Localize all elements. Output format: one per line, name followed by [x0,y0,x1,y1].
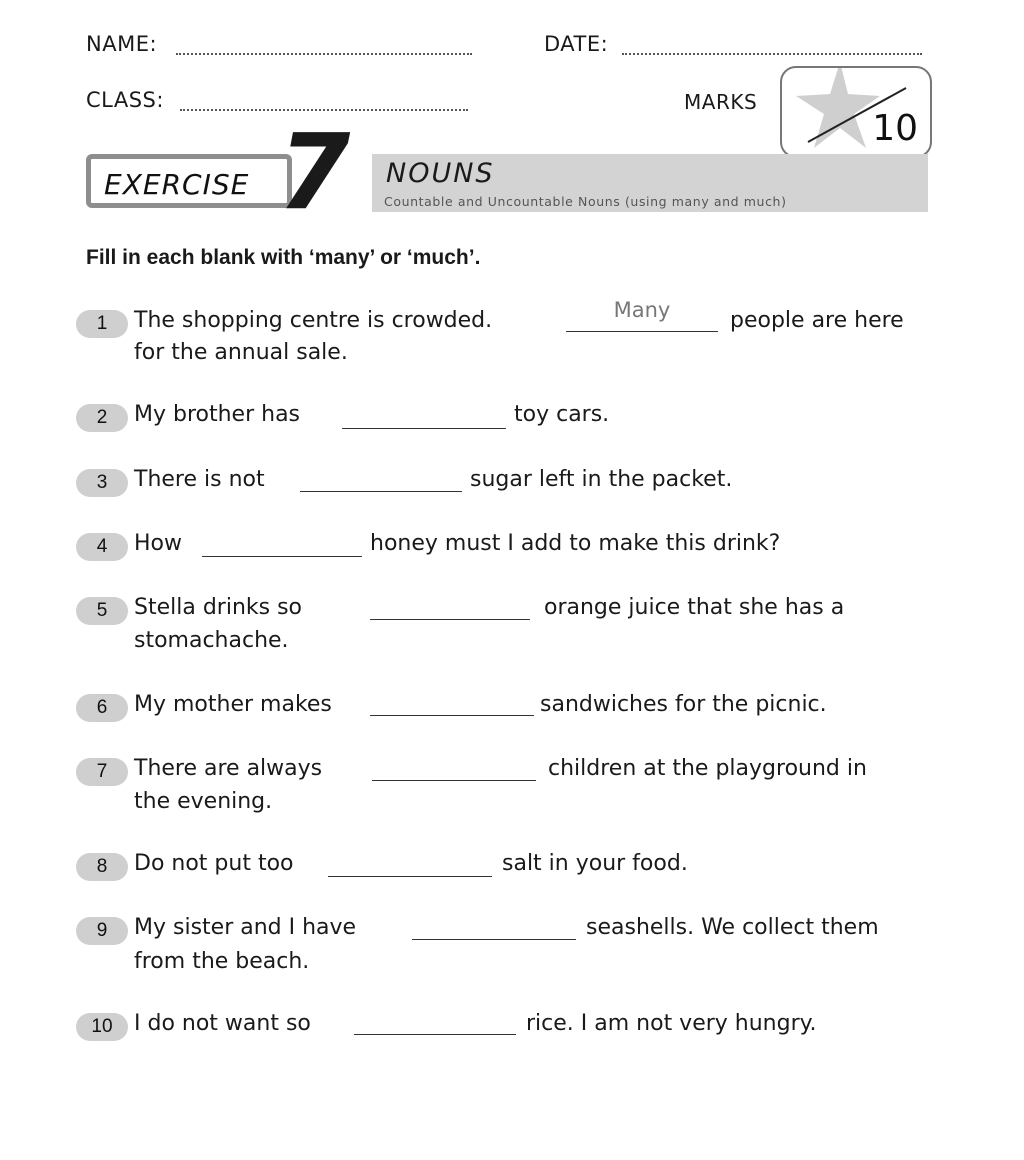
question-number: 3 [76,469,128,497]
question-text-before: My mother makes [134,692,332,717]
answer-blank[interactable] [342,428,506,429]
question-text-continued: for the annual sale. [134,340,348,365]
question-text-after: salt in your food. [502,851,688,876]
question-text-after: toy cars. [514,402,610,427]
question-text-continued: from the beach. [134,949,310,974]
marks-total: 10 [872,108,918,149]
question-number: 6 [76,694,128,722]
question-text-continued: the evening. [134,789,273,814]
answer-blank[interactable] [328,876,492,877]
class-label: CLASS: [86,88,164,112]
answer-blank[interactable] [566,331,718,332]
question-text-before: My brother has [134,402,301,427]
question-text-after: orange juice that she has a [544,595,845,620]
question-number: 5 [76,597,128,625]
question-number: 8 [76,853,128,881]
question-number: 1 [76,310,128,338]
filled-answer: Many [613,298,671,322]
question-text-after: honey must I add to make this drink? [370,531,781,556]
question-text-before: There is not [134,467,265,492]
date-label: DATE: [544,32,609,56]
date-field[interactable] [622,53,922,55]
question-number: 4 [76,533,128,561]
question-number: 9 [76,917,128,945]
question-number: 2 [76,404,128,432]
question-text-before: There are always [134,756,323,781]
question-text-after: rice. I am not very hungry. [526,1011,817,1036]
question-text-after: sugar left in the packet. [470,467,733,492]
name-field[interactable] [176,53,472,55]
exercise-label: EXERCISE [104,168,250,201]
instruction: Fill in each blank with ‘many’ or ‘much’. [86,246,481,269]
question-number: 10 [76,1013,128,1041]
answer-blank[interactable] [370,715,534,716]
question-text-before: My sister and I have [134,915,357,940]
question-text-before: Stella drinks so [134,595,303,620]
question-text-after: sandwiches for the picnic. [540,692,827,717]
topic-title: NOUNS [386,158,495,189]
answer-blank[interactable] [372,780,536,781]
answer-blank[interactable] [370,619,530,620]
question-text-before: How [134,531,182,556]
question-number: 7 [76,758,128,786]
answer-blank[interactable] [300,491,462,492]
question-text-after: children at the playground in [548,756,867,781]
answer-blank[interactable] [202,556,362,557]
exercise-number: 7 [278,111,351,233]
question-text-continued: stomachache. [134,628,289,653]
question-text-before: The shopping centre is crowded. [134,308,493,333]
question-text-after: seashells. We collect them [586,915,879,940]
marks-label: MARKS [684,90,758,114]
answer-blank[interactable] [412,939,576,940]
topic-subtitle: Countable and Uncountable Nouns (using many and much) [384,194,787,209]
marks-box [780,66,932,158]
question-text-before: Do not put too [134,851,294,876]
question-text-after: people are here [730,308,904,333]
name-label: NAME: [86,32,158,56]
answer-blank[interactable] [354,1034,516,1035]
question-text-before: I do not want so [134,1011,311,1036]
